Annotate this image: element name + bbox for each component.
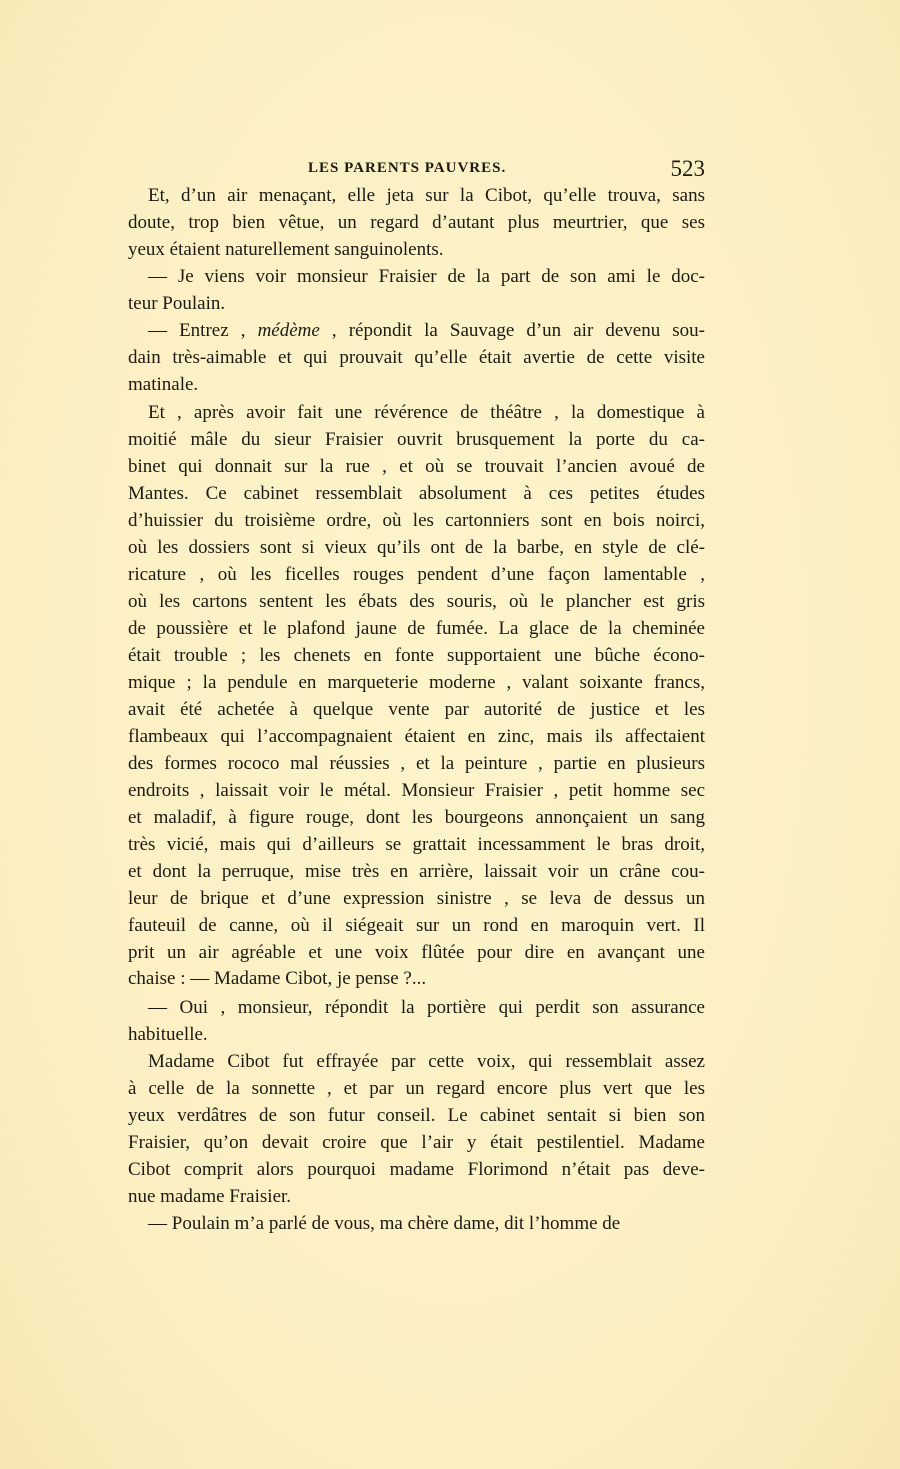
text-line: teur Poulain.: [128, 293, 226, 314]
text-line: d’huissier du troisième ordre, où les cartonniers sont en bois noirci,: [128, 510, 705, 531]
text-line: très vicié, mais qui d’ailleurs se grattait incessamment le bras droit,: [128, 834, 705, 855]
text-line: — Poulain m’a parlé de vous, ma chère dame, dit l’homme de: [148, 1213, 621, 1234]
text-line: — Je viens voir monsieur Fraisier de la part de son ami le doc-: [148, 266, 705, 287]
text-line: habituelle.: [128, 1024, 208, 1045]
text-line: moitié mâle du sieur Fraisier ouvrit brusquement la porte du ca-: [128, 429, 705, 450]
text-line: prit un air agréable et une voix flûtée pour dire en avançant une: [128, 942, 705, 963]
text-line: binet qui donnait sur la rue , et où se trouvait l’ancien avoué de: [128, 456, 705, 477]
text-line: fauteuil de canne, où il siégeait sur un rond en maroquin vert. Il: [128, 915, 705, 936]
text-line: de poussière et le plafond jaune de fumée. La glace de la cheminée: [128, 618, 705, 639]
text-line: et maladif, à figure rouge, dont les bourgeons annonçaient un sang: [128, 807, 705, 828]
text-line: était trouble ; les chenets en fonte supportaient une bûche écono-: [128, 645, 705, 666]
text-line: dain très-aimable et qui prouvait qu’elle était avertie de cette visite: [128, 347, 705, 368]
text-line: — Oui , monsieur, répondit la portière qui perdit son assurance: [148, 997, 705, 1018]
text-line: Madame Cibot fut effrayée par cette voix, qui ressemblait assez: [148, 1051, 705, 1072]
text-line: ricature , où les ficelles rouges pendent d’une façon lamentable ,: [128, 564, 705, 585]
page-header: [128, 156, 705, 182]
text-line: nue madame Fraisier.: [128, 1186, 292, 1207]
text-line: yeux verdâtres de son futur conseil. Le cabinet sentait si bien son: [128, 1105, 705, 1126]
text-line: où les cartons sentent les ébats des souris, où le plancher est gris: [128, 591, 705, 612]
text-line: Fraisier, qu’on devait croire que l’air y était pestilentiel. Madame: [128, 1132, 705, 1153]
text-line: mique ; la pendule en marqueterie moderne , valant soixante francs,: [128, 672, 705, 693]
text-line: avait été achetée à quelque vente par autorité de justice et les: [128, 699, 705, 720]
text-line: et dont la perruque, mise très en arrière, laissait voir un crâne cou-: [128, 861, 705, 882]
text-line: Et, d’un air menaçant, elle jeta sur la Cibot, qu’elle trouva, sans: [148, 185, 705, 206]
text-line: yeux étaient naturellement sanguinolents.: [128, 239, 444, 260]
text-line: endroits , laissait voir le métal. Monsieur Fraisier , petit homme sec: [128, 780, 705, 801]
running-title: LES PARENTS PAUVRES.: [308, 160, 507, 176]
text-line: matinale.: [128, 374, 199, 395]
text-line: leur de brique et d’une expression sinistre , se leva de dessus un: [128, 888, 705, 909]
text-line: des formes rococo mal réussies , et la peinture , partie en plusieurs: [128, 753, 705, 774]
page-number: 523: [670, 156, 705, 181]
text-line: — Entrez , médème , répondit la Sauvage d’un air devenu sou-: [148, 320, 706, 341]
text-line: Cibot comprit alors pourquoi madame Florimond n’était pas deve-: [128, 1159, 705, 1180]
text-line: Mantes. Ce cabinet ressemblait absolument à ces petites études: [128, 483, 705, 504]
text-line: à celle de la sonnette , et par un regard encore plus vert que les: [128, 1078, 705, 1099]
text-line: où les dossiers sont si vieux qu’ils ont de la barbe, en style de clé-: [128, 537, 705, 558]
text-line: Et , après avoir fait une révérence de théâtre , la domestique à: [148, 402, 705, 423]
text-line: flambeaux qui l’accompagnaient étaient en zinc, mais ils affectaient: [128, 726, 705, 747]
text-line: doute, trop bien vêtue, un regard d’autant plus meurtrier, que ses: [128, 212, 705, 233]
text-line: chaise : — Madame Cibot, je pense ?...: [128, 968, 427, 989]
